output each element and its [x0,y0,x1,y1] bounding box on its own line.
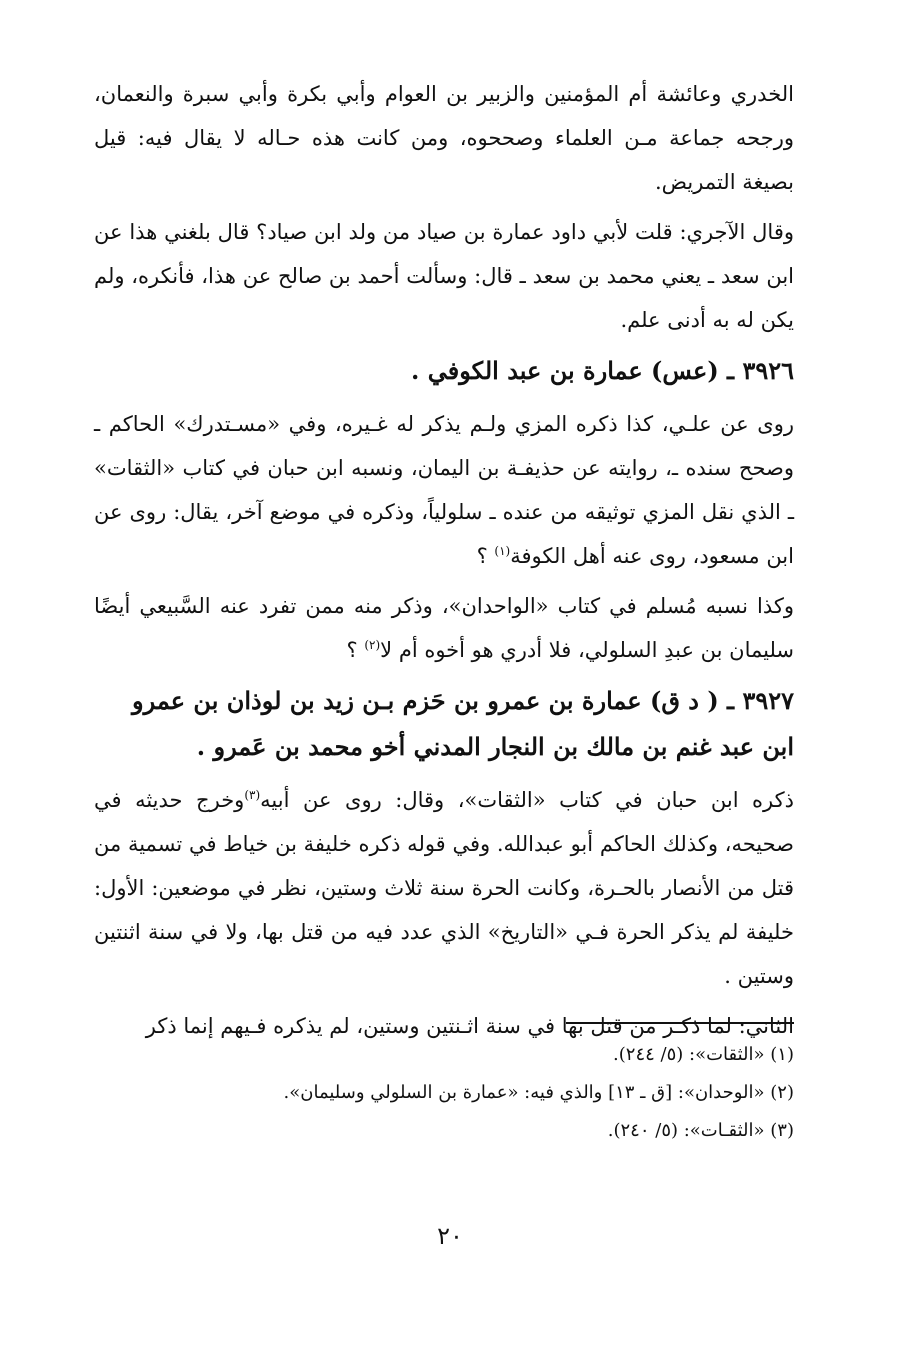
paragraph-3-end: ؟ [476,544,495,568]
paragraph-5-text-b: وخرج حديثه في صحيحه، وكذلك الحاكم أبو عبدالله. وفي قوله ذكره خليفة بن خياط في تسمية من قتل من الأنصار بالحـرة، وكانت الحرة سنة ثلاث وستين، نظر في موضعين: الأول: خليفة لم يذكر الحرة فـي «التاريخ» الذي عدد فيه من قتل بها، ولا في سنة اثنتين وستين . [94,788,794,988]
footnote-2: (٢) «الوحدان»: [ق ـ ١٣] والذي فيه: «عمارة بن السلولي وسليمان». [283,1082,794,1103]
entry-heading-3926: ٣٩٢٦ ـ (عس) عمارة بن عبد الكوفي . [411,356,794,385]
paragraph-4-text: وكذا نسبه مُسلم في كتاب «الواحدان»، وذكر منه ممن تفرد عنه السَّبيعي أيضًا سليمان بن عبدِ السلولي، فلا أدري هو أخوه أم لا [94,594,794,662]
page-body [94,72,794,1054]
footnote-ref-1: (١) [494,544,511,558]
footnote-1: (١) «الثقات»: (٥/ ٢٤٤). [613,1044,794,1065]
page-number: ٢٠ [437,1222,463,1250]
footnotes [94,1040,794,1154]
paragraph-3-text: روى عن علـي، كذا ذكره المزي ولـم يذكر له غـيره، وفي «مسـتدرك» الحاكم ـ وصحح سنده ـ، روايته عن حذيفـة بن اليمان، ونسبه ابن حبان في كتاب «الثقات» ـ الذي نقل المزي توثيقه من عنده ـ سلولياً، وذكره في موضع آخر، يقال: روى عن ابن مسعود، روى عنه أهل الكوفة [94,412,794,568]
entry-heading-3927: ٣٩٢٧ ـ ( د ق) عمارة بن عمرو بن حَزم بـن زيد بن لوذان بن عمرو ابن عبد غنم بن مالك بن النجار المدني أخو محمد بن عَمرو . [132,686,794,761]
paragraph-1: الخدري وعائشة أم المؤمنين والزبير بن العوام وأبي بكرة وأبي سبرة والنعمان، ورجحه جماعة مـن العلماء وصححوه، ومن كانت هذه حـاله لا يقال فيه: قيل بصيغة التمريض. [94,82,794,194]
paragraph-4 [94,584,794,672]
paragraph-5 [94,778,794,998]
footnote-ref-2: (٢) [364,638,381,652]
footnote-3: (٣) «الثقـات»: (٥/ ٢٤٠). [607,1120,794,1141]
footnote-divider [566,1022,794,1024]
paragraph-5-text-a: ذكره ابن حبان في كتاب «الثقات»، وقال: روى عن أبيه [260,788,794,812]
paragraph-4-end: ؟ [346,638,365,662]
paragraph-2: وقال الآجري: قلت لأبي داود عمارة بن صياد من ولد ابن صياد؟ قال بلغني هذا عن ابن سعد ـ يعني محمد بن سعد ـ قال: وسألت أحمد بن صالح عن هذا، فأنكره، ولم يكن له به أدنى علم. [94,220,794,332]
footnote-ref-3: (٣) [244,788,261,802]
paragraph-6: الثاني: لما ذكـر من قتل بها في سنة اثـنتين وستين، لم يذكره فـيهم إنما ذكر [145,1014,794,1038]
paragraph-3 [94,402,794,578]
